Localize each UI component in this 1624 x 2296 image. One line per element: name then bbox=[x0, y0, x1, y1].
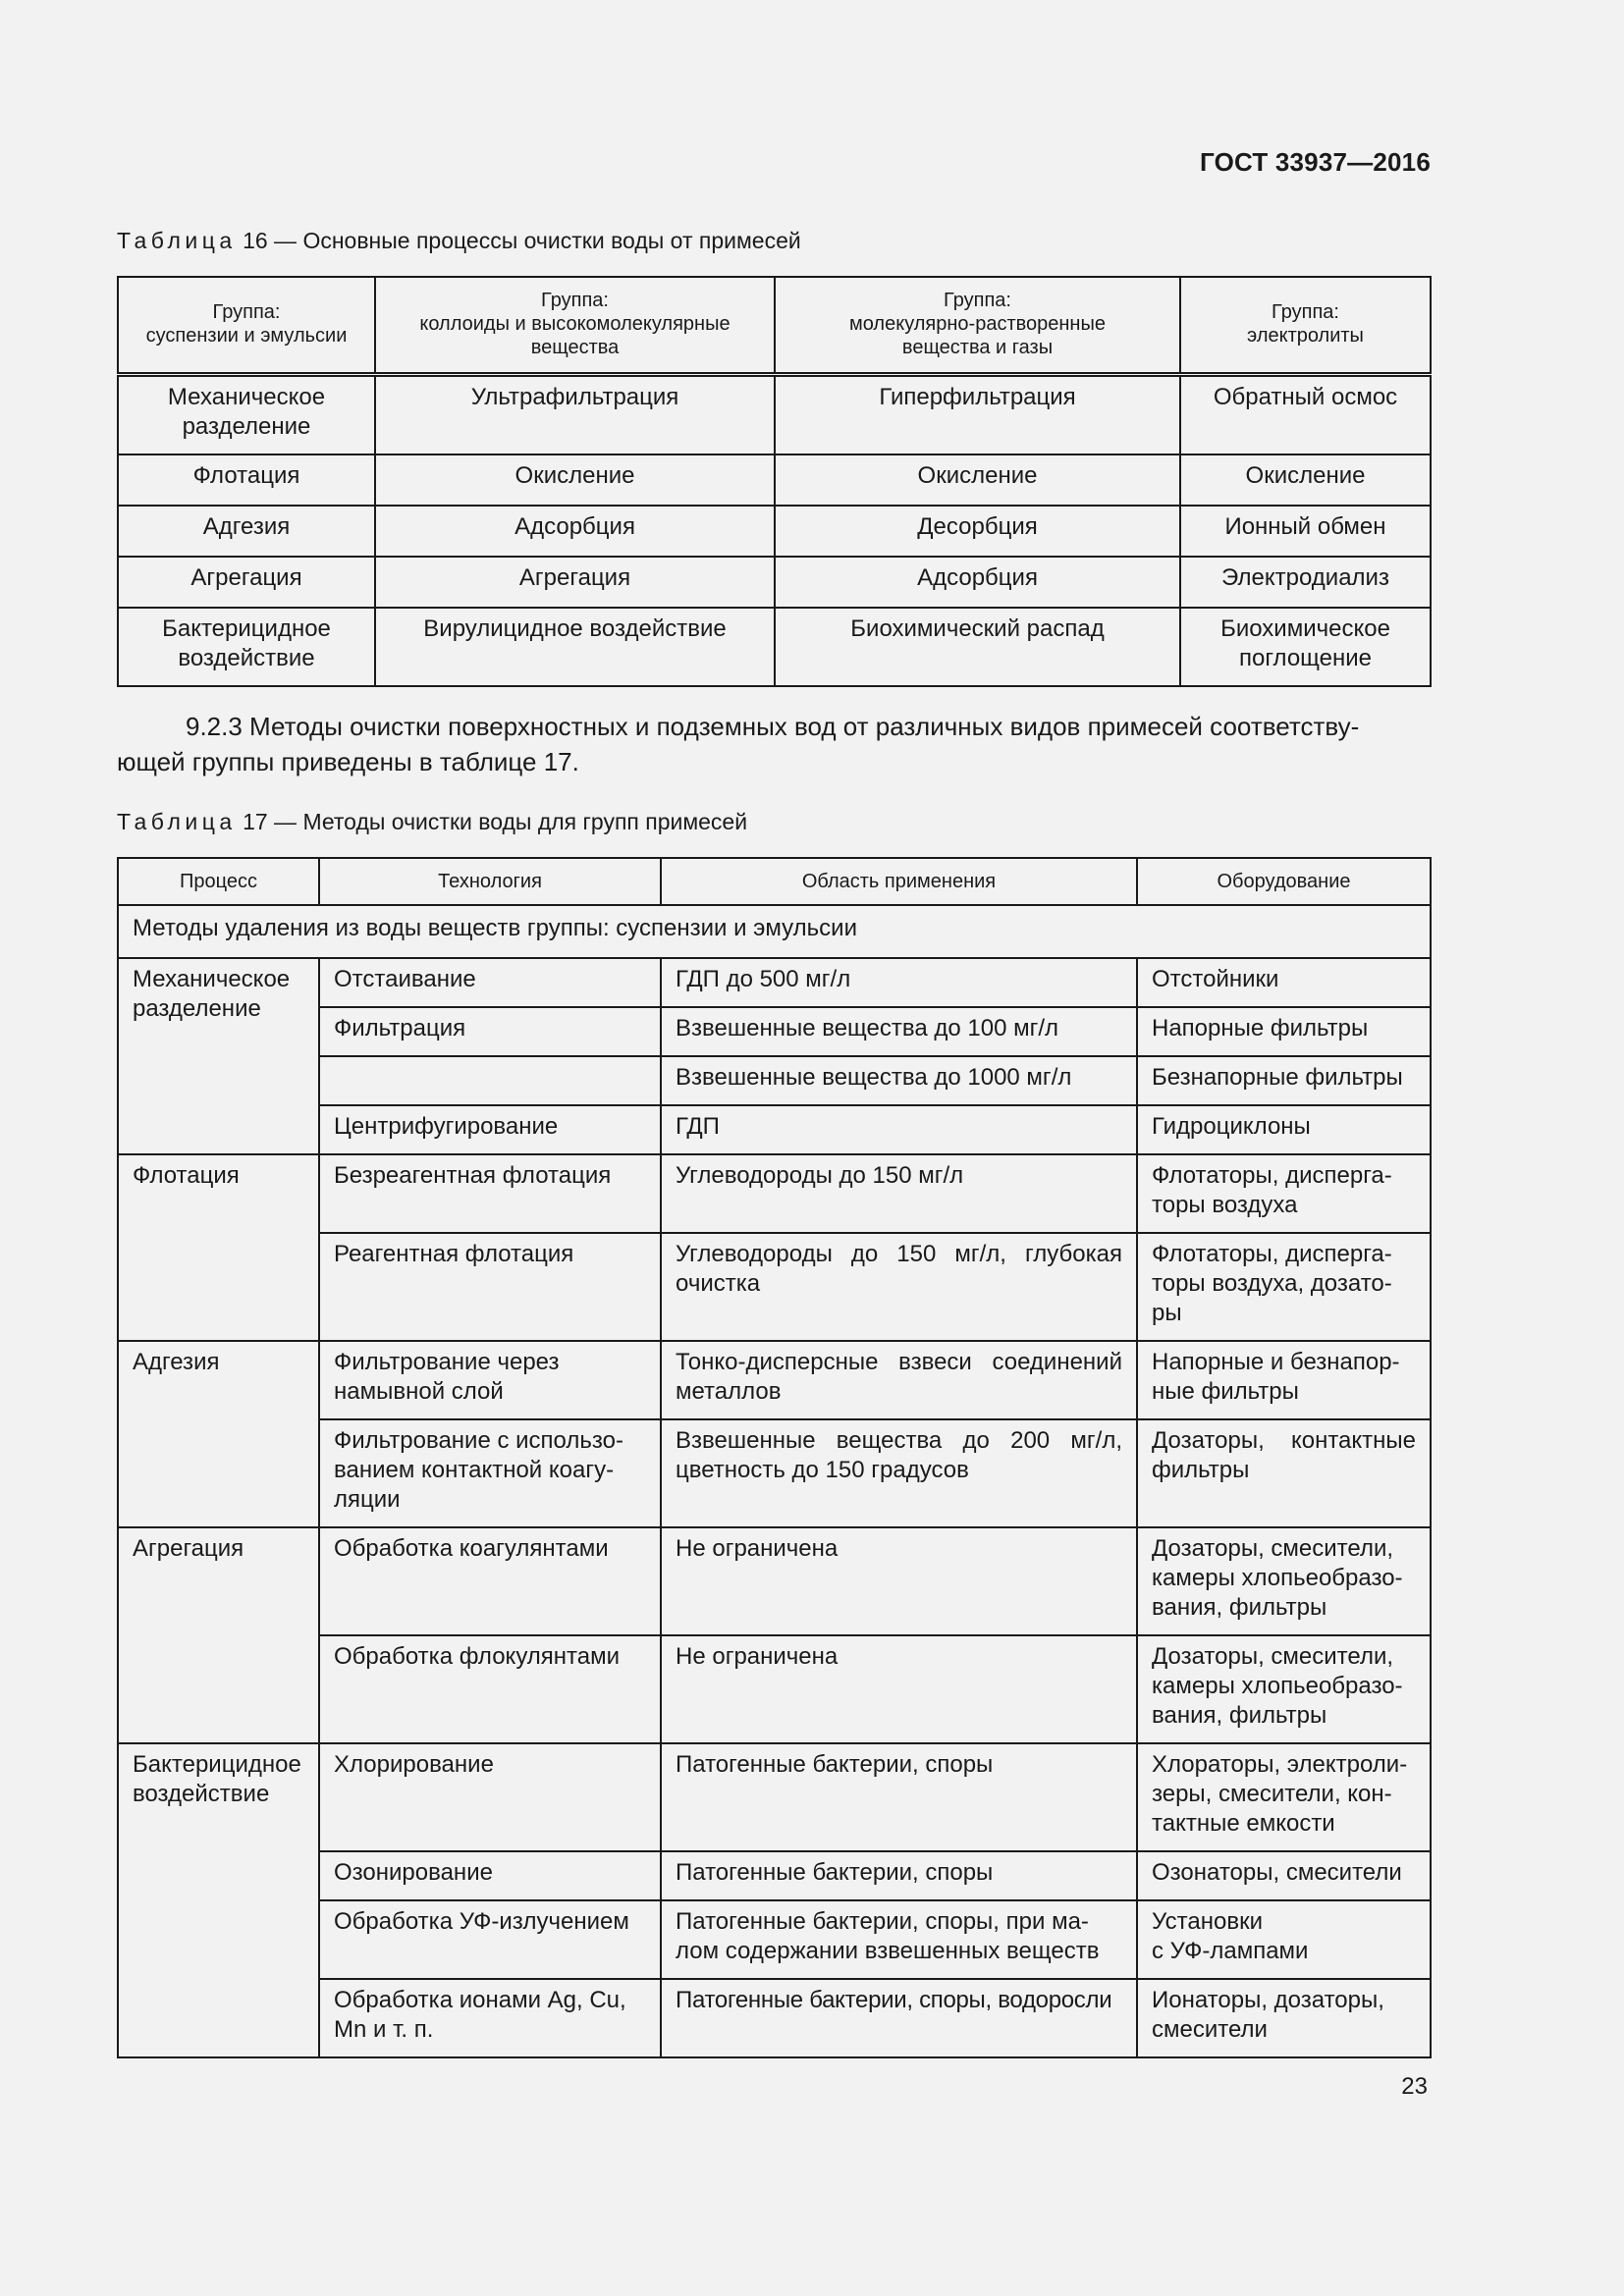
technology-cell: Безреагентная флотация bbox=[319, 1154, 661, 1233]
table-cell: Адсорбция bbox=[775, 557, 1180, 608]
group-label: Методы удаления из воды веществ группы: суспензии и эмульсии bbox=[118, 905, 1431, 958]
table17-caption-text: 17 — Методы очистки воды для групп примесей bbox=[243, 809, 748, 834]
application-cell: Тонко-дисперсные взвеси соединений металлов bbox=[661, 1341, 1137, 1419]
equipment-cell: Флотаторы, дисперга- торы воздуха, дозато- ры bbox=[1137, 1233, 1431, 1341]
technology-cell: Фильтрование через намывной слой bbox=[319, 1341, 661, 1419]
table-row bbox=[118, 375, 1431, 455]
application-cell: Взвешенные вещества до 100 мг/л bbox=[661, 1007, 1137, 1056]
table-cell: Ионный обмен bbox=[1180, 506, 1431, 557]
technology-cell: Обработка УФ-излучением bbox=[319, 1900, 661, 1979]
table16-caption bbox=[117, 228, 801, 254]
table-row bbox=[118, 1743, 1431, 1851]
table17-header-cell: Оборудование bbox=[1137, 858, 1431, 905]
application-cell: Патогенные бактерии, споры, при ма- лом содержании взвешенных веществ bbox=[661, 1900, 1137, 1979]
table-cell: Биохимический распад bbox=[775, 608, 1180, 686]
technology-cell: Отстаивание bbox=[319, 958, 661, 1007]
table-cell: Гиперфильтрация bbox=[775, 375, 1180, 455]
technology-cell: Обработка флокулянтами bbox=[319, 1635, 661, 1743]
table16-caption-label: Таблица bbox=[117, 228, 237, 253]
process-cell: Адгезия bbox=[118, 1341, 319, 1527]
table-cell: Флотация bbox=[118, 454, 375, 506]
document-id: ГОСТ 33937—2016 bbox=[1200, 147, 1431, 177]
table-group-row bbox=[118, 905, 1431, 958]
equipment-cell: Флотаторы, дисперга- торы воздуха bbox=[1137, 1154, 1431, 1233]
table-cell: Биохимическое поглощение bbox=[1180, 608, 1431, 686]
table16-header-cell: Группа: коллоиды и высокомолекулярные вещества bbox=[375, 277, 775, 375]
equipment-cell: Дозаторы, смесители, камеры хлопьеобразо- вания, фильтры bbox=[1137, 1635, 1431, 1743]
technology-cell: Реагентная флотация bbox=[319, 1233, 661, 1341]
equipment-cell: Установки с УФ-лампами bbox=[1137, 1900, 1431, 1979]
table17-caption-label: Таблица bbox=[117, 809, 237, 834]
table-cell: Механическое разделение bbox=[118, 375, 375, 455]
application-cell: ГДП bbox=[661, 1105, 1137, 1154]
table-cell: Ультрафильтрация bbox=[375, 375, 775, 455]
table17-header-cell: Процесс bbox=[118, 858, 319, 905]
table16-header-cell: Группа: молекулярно-растворенные вещества и газы bbox=[775, 277, 1180, 375]
table-row bbox=[118, 454, 1431, 506]
table-cell: Десорбция bbox=[775, 506, 1180, 557]
table-cell: Электродиализ bbox=[1180, 557, 1431, 608]
equipment-cell: Хлораторы, электроли- зеры, смесители, кон- тактные емкости bbox=[1137, 1743, 1431, 1851]
application-cell: ГДП до 500 мг/л bbox=[661, 958, 1137, 1007]
section-paragraph: 9.2.3 Методы очистки поверхностных и подземных вод от различных видов примесей соответству- ющей группы приведены в таблице 17. bbox=[117, 712, 1360, 776]
table17 bbox=[117, 857, 1432, 2058]
equipment-cell: Напорные и безнапор- ные фильтры bbox=[1137, 1341, 1431, 1419]
application-cell: Взвешенные вещества до 200 мг/л, цветность до 150 градусов bbox=[661, 1419, 1137, 1527]
table-cell: Окисление bbox=[375, 454, 775, 506]
technology-cell: Обработка ионами Ag, Cu, Mn и т. п. bbox=[319, 1979, 661, 2057]
table16-caption-text: 16 — Основные процессы очистки воды от примесей bbox=[243, 228, 801, 253]
process-cell: Бактерицидное воздействие bbox=[118, 1743, 319, 2057]
technology-cell: Обработка коагулянтами bbox=[319, 1527, 661, 1635]
table-row bbox=[118, 1527, 1431, 1635]
application-cell: Углеводороды до 150 мг/л bbox=[661, 1154, 1137, 1233]
table-row bbox=[118, 557, 1431, 608]
equipment-cell: Озонаторы, смесители bbox=[1137, 1851, 1431, 1900]
equipment-cell: Дозаторы, смесители, камеры хлопьеобразо- вания, фильтры bbox=[1137, 1527, 1431, 1635]
equipment-cell: Дозаторы, контактные фильтры bbox=[1137, 1419, 1431, 1527]
table-row bbox=[118, 958, 1431, 1007]
application-cell: Патогенные бактерии, споры bbox=[661, 1743, 1137, 1851]
table-cell: Агрегация bbox=[118, 557, 375, 608]
table17-header-cell: Технология bbox=[319, 858, 661, 905]
process-cell: Механическое разделение bbox=[118, 958, 319, 1154]
table16-header-cell: Группа: суспензии и эмульсии bbox=[118, 277, 375, 375]
technology-cell: Фильтрация bbox=[319, 1007, 661, 1056]
technology-cell: Фильтрование с использо- ванием контактной коагу- ляции bbox=[319, 1419, 661, 1527]
equipment-cell: Отстойники bbox=[1137, 958, 1431, 1007]
table-cell: Вирулицидное воздействие bbox=[375, 608, 775, 686]
table-cell: Адгезия bbox=[118, 506, 375, 557]
table16-header-row bbox=[118, 277, 1431, 375]
table17-header-cell: Область применения bbox=[661, 858, 1137, 905]
application-cell: Не ограничена bbox=[661, 1527, 1137, 1635]
table-cell: Окисление bbox=[775, 454, 1180, 506]
application-cell: Не ограничена bbox=[661, 1635, 1137, 1743]
table17-header-row bbox=[118, 858, 1431, 905]
process-cell: Флотация bbox=[118, 1154, 319, 1341]
process-cell: Агрегация bbox=[118, 1527, 319, 1743]
application-cell: Патогенные бактерии, споры bbox=[661, 1851, 1137, 1900]
technology-cell: Озонирование bbox=[319, 1851, 661, 1900]
table-row bbox=[118, 1341, 1431, 1419]
table-row bbox=[118, 608, 1431, 686]
technology-cell bbox=[319, 1056, 661, 1105]
table16 bbox=[117, 276, 1432, 687]
application-cell: Углеводороды до 150 мг/л, глубокая очистка bbox=[661, 1233, 1137, 1341]
table-cell: Агрегация bbox=[375, 557, 775, 608]
table16-header-cell: Группа: электролиты bbox=[1180, 277, 1431, 375]
equipment-cell: Гидроциклоны bbox=[1137, 1105, 1431, 1154]
page-number: 23 bbox=[1401, 2073, 1428, 2100]
table-cell: Окисление bbox=[1180, 454, 1431, 506]
technology-cell: Центрифугирование bbox=[319, 1105, 661, 1154]
equipment-cell: Безнапорные фильтры bbox=[1137, 1056, 1431, 1105]
application-cell: Патогенные бактерии, споры, водоросли bbox=[661, 1979, 1137, 2057]
table17-caption bbox=[117, 809, 747, 835]
table-row bbox=[118, 1154, 1431, 1233]
table-cell: Адсорбция bbox=[375, 506, 775, 557]
application-cell: Взвешенные вещества до 1000 мг/л bbox=[661, 1056, 1137, 1105]
table-cell: Обратный осмос bbox=[1180, 375, 1431, 455]
equipment-cell: Ионаторы, дозаторы, смесители bbox=[1137, 1979, 1431, 2057]
technology-cell: Хлорирование bbox=[319, 1743, 661, 1851]
table-cell: Бактерицидное воздействие bbox=[118, 608, 375, 686]
table-row bbox=[118, 506, 1431, 557]
equipment-cell: Напорные фильтры bbox=[1137, 1007, 1431, 1056]
